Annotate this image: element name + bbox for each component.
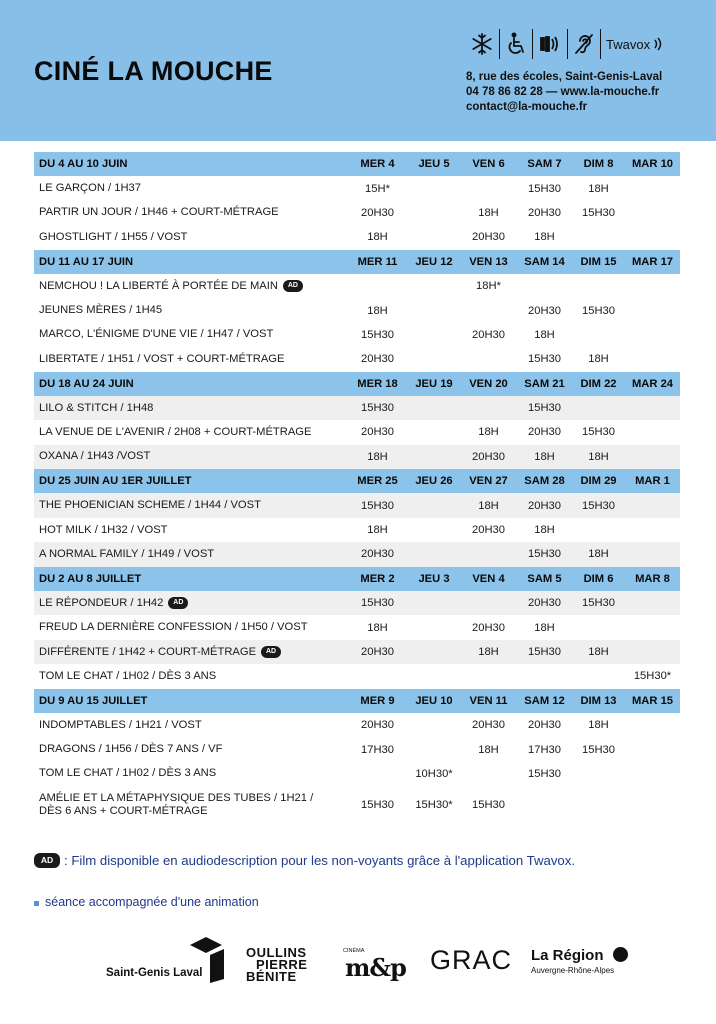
showtime-cell: 18H <box>572 713 625 737</box>
twavox-logo <box>601 29 670 59</box>
showtime-cell: 20H30 <box>347 713 408 737</box>
showtime-cell <box>572 225 625 249</box>
film-title: GHOSTLIGHT / 1H55 / VOST <box>39 230 188 243</box>
showtime-cell <box>572 323 625 347</box>
day-header: MAR 17 <box>625 250 680 274</box>
showtime-cell: 20H30 <box>460 225 517 249</box>
week-header-row <box>34 469 680 493</box>
film-title: LILO & STITCH / 1H48 <box>39 401 154 414</box>
showtime-cell <box>572 396 625 420</box>
week-label: DU 2 AU 8 JUILLET <box>34 567 347 591</box>
film-title-wrap <box>39 353 284 366</box>
showtime-cell: 15H30 <box>347 323 408 347</box>
film-row <box>34 176 680 200</box>
animation-legend <box>34 895 259 909</box>
day-header: DIM 29 <box>572 469 625 493</box>
day-header: MAR 8 <box>625 567 680 591</box>
showtime-cell: 18H <box>517 518 572 542</box>
film-cell <box>34 323 347 347</box>
film-row <box>34 542 680 566</box>
showtime-cell <box>625 420 680 444</box>
audio-description-icon <box>533 29 568 59</box>
week-label: DU 9 AU 15 JUILLET <box>34 689 347 713</box>
schedule-table <box>34 152 680 824</box>
showtime-cell: 18H <box>347 518 408 542</box>
showtime-cell: 18H <box>460 420 517 444</box>
film-cell <box>34 176 347 200</box>
film-title-wrap <box>39 646 281 659</box>
film-row <box>34 201 680 225</box>
day-header: DIM 13 <box>572 689 625 713</box>
film-row <box>34 493 680 517</box>
film-title: LE GARÇON / 1H37 <box>39 182 141 195</box>
film-row <box>34 640 680 664</box>
film-cell <box>34 518 347 542</box>
day-header: JEU 26 <box>408 469 460 493</box>
showtime-cell: 15H30 <box>572 420 625 444</box>
film-title: MARCO, L'ÉNIGME D'UNE VIE / 1H47 / VOST <box>39 328 274 341</box>
film-row <box>34 664 680 688</box>
film-cell <box>34 640 347 664</box>
film-row <box>34 786 680 824</box>
film-title: DIFFÉRENTE / 1H42 + COURT-MÉTRAGE <box>39 645 257 658</box>
region-sublabel: Auvergne-Rhône-Alpes <box>531 966 615 975</box>
film-cell <box>34 737 347 761</box>
film-title-wrap <box>39 548 214 561</box>
film-title-wrap <box>39 206 279 219</box>
film-title-wrap <box>39 499 261 512</box>
showtime-cell <box>572 518 625 542</box>
film-title-wrap <box>39 450 150 463</box>
film-title: THE PHOENICIAN SCHEME / 1H44 / VOST <box>39 499 261 512</box>
showtime-cell <box>408 518 460 542</box>
showtime-cell: 15H30 <box>347 786 408 824</box>
showtime-cell: 18H <box>572 176 625 200</box>
showtime-cell <box>408 493 460 517</box>
contact-block <box>466 70 662 115</box>
showtime-cell <box>625 298 680 322</box>
showtime-cell: 18H <box>460 493 517 517</box>
showtime-cell <box>625 274 680 298</box>
opb-line-3: BÉNITE <box>246 969 297 984</box>
showtime-cell <box>625 615 680 639</box>
film-title: PARTIR UN JOUR / 1H46 + COURT-MÉTRAGE <box>39 206 279 219</box>
film-cell <box>34 493 347 517</box>
day-header: MER 18 <box>347 372 408 396</box>
showtime-cell: 15H30 <box>517 396 572 420</box>
ad-badge-icon: AD <box>168 597 188 609</box>
showtime-cell <box>408 615 460 639</box>
opb-line-1: OULLINS <box>246 945 307 960</box>
showtime-cell <box>460 664 517 688</box>
showtime-cell: 18H* <box>460 274 517 298</box>
showtime-cell <box>625 640 680 664</box>
film-title: NEMCHOU ! LA LIBERTÉ À PORTÉE DE MAIN <box>39 279 278 292</box>
day-header: VEN 13 <box>460 250 517 274</box>
showtime-cell <box>408 225 460 249</box>
film-row <box>34 615 680 639</box>
showtime-cell: 15H30 <box>347 591 408 615</box>
showtime-cell: 18H <box>572 542 625 566</box>
showtime-cell <box>347 664 408 688</box>
showtime-cell: 20H30 <box>347 201 408 225</box>
film-title-wrap <box>39 524 168 537</box>
showtime-cell: 20H30 <box>517 591 572 615</box>
showtime-cell: 20H30 <box>517 420 572 444</box>
film-cell <box>34 591 347 615</box>
day-header: VEN 6 <box>460 152 517 176</box>
day-header: VEN 4 <box>460 567 517 591</box>
showtime-cell <box>625 591 680 615</box>
showtime-cell <box>460 542 517 566</box>
wheelchair-icon <box>500 29 533 59</box>
sgl-label: Saint-Genis Laval <box>106 967 203 979</box>
showtime-cell: 18H <box>517 615 572 639</box>
showtime-cell: 15H30 <box>517 347 572 371</box>
day-header: SAM 7 <box>517 152 572 176</box>
audio-description-legend <box>34 853 575 868</box>
cinema-title: CINÉ LA MOUCHE <box>34 56 273 86</box>
day-header: DIM 15 <box>572 250 625 274</box>
day-header: MAR 24 <box>625 372 680 396</box>
week-header-row <box>34 372 680 396</box>
showtime-cell <box>460 396 517 420</box>
showtime-cell: 20H30 <box>517 298 572 322</box>
showtime-cell <box>347 762 408 786</box>
showtime-cell <box>625 201 680 225</box>
film-title: A NORMAL FAMILY / 1H49 / VOST <box>39 547 215 560</box>
email: contact@la-mouche.fr <box>466 101 588 113</box>
film-row <box>34 347 680 371</box>
showtime-cell: 18H <box>460 737 517 761</box>
film-title-wrap <box>39 328 273 341</box>
film-title: LE RÉPONDEUR / 1H42 <box>39 596 164 609</box>
cinema-mp-logo <box>340 943 410 983</box>
week-label: DU 18 AU 24 JUIN <box>34 372 347 396</box>
film-title: LA VENUE DE L'AVENIR / 2H08 + COURT-MÉTRAGE <box>39 425 312 438</box>
film-row <box>34 420 680 444</box>
showtime-cell: 18H <box>517 225 572 249</box>
region-circle-icon <box>613 947 628 962</box>
showtime-cell <box>408 737 460 761</box>
showtime-cell <box>625 518 680 542</box>
showtime-cell: 15H30 <box>572 493 625 517</box>
day-header: SAM 21 <box>517 372 572 396</box>
showtime-cell: 18H <box>347 225 408 249</box>
film-cell <box>34 615 347 639</box>
day-header: JEU 3 <box>408 567 460 591</box>
region-label: La Région <box>531 947 604 964</box>
day-header: SAM 12 <box>517 689 572 713</box>
showtime-cell: 18H <box>517 445 572 469</box>
showtime-cell <box>572 615 625 639</box>
showtime-cell <box>517 664 572 688</box>
showtime-cell <box>625 323 680 347</box>
showtime-cell: 20H30 <box>517 201 572 225</box>
showtime-cell: 20H30 <box>347 347 408 371</box>
film-title: OXANA / 1H43 /VOST <box>39 450 151 463</box>
showtime-cell: 15H* <box>347 176 408 200</box>
day-header: DIM 22 <box>572 372 625 396</box>
saint-genis-laval-logo <box>106 935 228 995</box>
film-cell <box>34 786 347 824</box>
film-row <box>34 762 680 786</box>
film-title-wrap <box>39 280 303 293</box>
showtime-cell: 20H30 <box>460 445 517 469</box>
film-title: TOM LE CHAT / 1H02 / DÈS 3 ANS <box>39 767 217 780</box>
showtime-cell: 18H <box>347 298 408 322</box>
showtime-cell <box>408 640 460 664</box>
film-title-wrap <box>39 426 311 439</box>
showtime-cell: 17H30 <box>517 737 572 761</box>
film-row <box>34 323 680 347</box>
film-title-wrap <box>39 402 153 415</box>
opb-line-2: PIERRE <box>256 957 308 972</box>
film-title: JEUNES MÈRES / 1H45 <box>39 304 163 317</box>
day-header: DIM 8 <box>572 152 625 176</box>
day-header: JEU 10 <box>408 689 460 713</box>
showtime-cell <box>572 786 625 824</box>
showtime-cell <box>572 274 625 298</box>
showtime-cell <box>408 396 460 420</box>
showtime-cell: 20H30 <box>347 542 408 566</box>
film-title: AMÉLIE ET LA MÉTAPHYSIQUE DES TUBES / 1H21 / DÈS 6 ANS + COURT-MÉTRAGE <box>39 792 314 818</box>
day-header: MER 9 <box>347 689 408 713</box>
film-title-wrap <box>39 231 187 244</box>
phone-website: 04 78 86 82 28 — www.la-mouche.fr <box>466 86 660 98</box>
day-header: VEN 27 <box>460 469 517 493</box>
showtime-cell <box>625 493 680 517</box>
day-header: MER 25 <box>347 469 408 493</box>
ad-badge-icon: AD <box>283 280 303 292</box>
ad-badge-icon: AD <box>34 853 60 868</box>
film-row <box>34 737 680 761</box>
week-header-row <box>34 250 680 274</box>
showtime-cell <box>460 762 517 786</box>
showtime-cell: 17H30 <box>347 737 408 761</box>
day-header: JEU 5 <box>408 152 460 176</box>
day-header: VEN 20 <box>460 372 517 396</box>
film-cell <box>34 347 347 371</box>
day-header: MAR 15 <box>625 689 680 713</box>
showtime-cell: 20H30 <box>460 615 517 639</box>
day-header: MER 11 <box>347 250 408 274</box>
week-header-row <box>34 567 680 591</box>
film-cell <box>34 274 347 298</box>
film-title-wrap <box>39 767 216 780</box>
showtime-cell <box>408 591 460 615</box>
film-cell <box>34 542 347 566</box>
showtime-cell <box>408 274 460 298</box>
film-cell <box>34 445 347 469</box>
showtime-cell: 20H30 <box>517 493 572 517</box>
film-cell <box>34 664 347 688</box>
showtime-cell: 20H30 <box>460 518 517 542</box>
day-header: MER 4 <box>347 152 408 176</box>
animation-legend-text: séance accompagnée d'une animation <box>45 895 259 909</box>
film-title: TOM LE CHAT / 1H02 / DÈS 3 ANS <box>39 669 217 682</box>
ad-badge-icon: AD <box>261 646 281 658</box>
day-header: JEU 19 <box>408 372 460 396</box>
showtime-cell: 18H <box>572 347 625 371</box>
film-row <box>34 274 680 298</box>
header-band <box>0 0 716 141</box>
square-bullet-icon <box>34 901 39 906</box>
showtime-cell <box>460 176 517 200</box>
showtime-cell: 18H <box>460 201 517 225</box>
showtime-cell <box>408 176 460 200</box>
week-label: DU 25 JUIN AU 1ER JUILLET <box>34 469 347 493</box>
showtime-cell <box>572 664 625 688</box>
showtime-cell: 20H30 <box>460 323 517 347</box>
day-header: SAM 5 <box>517 567 572 591</box>
film-cell <box>34 298 347 322</box>
showtime-cell <box>460 591 517 615</box>
showtime-cell: 15H30 <box>517 176 572 200</box>
showtime-cell <box>625 347 680 371</box>
week-label: DU 4 AU 10 JUIN <box>34 152 347 176</box>
showtime-cell: 18H <box>347 615 408 639</box>
day-header: SAM 28 <box>517 469 572 493</box>
showtime-cell <box>408 542 460 566</box>
showtime-cell: 15H30 <box>460 786 517 824</box>
showtime-cell: 20H30 <box>517 713 572 737</box>
cinema-big-label: m&p <box>345 953 406 982</box>
showtime-cell: 18H <box>517 323 572 347</box>
film-title-wrap <box>39 792 339 818</box>
showtime-cell: 15H30* <box>625 664 680 688</box>
film-title: HOT MILK / 1H32 / VOST <box>39 523 168 536</box>
showtime-cell: 15H30* <box>408 786 460 824</box>
film-row <box>34 225 680 249</box>
showtime-cell: 15H30 <box>517 762 572 786</box>
showtime-cell: 15H30 <box>572 201 625 225</box>
film-title-wrap <box>39 597 188 610</box>
address: 8, rue des écoles, Saint-Genis-Laval <box>466 71 663 83</box>
day-header: MAR 10 <box>625 152 680 176</box>
film-title-wrap <box>39 670 216 683</box>
film-title: FREUD LA DERNIÈRE CONFESSION / 1H50 / VOST <box>39 621 308 634</box>
showtime-cell <box>625 176 680 200</box>
showtime-cell <box>625 542 680 566</box>
showtime-cell <box>408 298 460 322</box>
showtime-cell: 20H30 <box>460 713 517 737</box>
week-label: DU 11 AU 17 JUIN <box>34 250 347 274</box>
showtime-cell <box>572 762 625 786</box>
day-header: MAR 1 <box>625 469 680 493</box>
film-row <box>34 713 680 737</box>
day-header: DIM 6 <box>572 567 625 591</box>
film-row <box>34 518 680 542</box>
film-title: INDOMPTABLES / 1H21 / VOST <box>39 718 202 731</box>
region-logo <box>531 947 614 975</box>
film-cell <box>34 201 347 225</box>
showtime-cell: 18H <box>347 445 408 469</box>
showtime-cell: 20H30 <box>347 640 408 664</box>
twavox-label: Twavox <box>606 36 651 52</box>
hearing-icon <box>568 29 601 59</box>
day-header: VEN 11 <box>460 689 517 713</box>
showtime-cell <box>625 445 680 469</box>
day-header: SAM 14 <box>517 250 572 274</box>
showtime-cell: 15H30 <box>572 298 625 322</box>
snowflake-icon <box>465 29 500 59</box>
showtime-cell <box>460 347 517 371</box>
film-title-wrap <box>39 719 202 732</box>
film-title-wrap <box>39 743 222 756</box>
showtime-cell: 15H30 <box>347 493 408 517</box>
film-title-wrap <box>39 304 162 317</box>
showtime-cell <box>408 347 460 371</box>
showtime-cell: 15H30 <box>572 737 625 761</box>
film-title-wrap <box>39 182 141 195</box>
showtime-cell <box>408 445 460 469</box>
showtime-cell <box>408 713 460 737</box>
film-cell <box>34 396 347 420</box>
showtime-cell: 10H30* <box>408 762 460 786</box>
film-row <box>34 591 680 615</box>
ad-legend-text: : Film disponible en audiodescription pour les non-voyants grâce à l'application Twavox. <box>64 853 576 868</box>
cinema-small-label: CINÉMA <box>343 948 365 954</box>
showtime-cell: 15H30 <box>572 591 625 615</box>
day-header: JEU 12 <box>408 250 460 274</box>
showtime-cell <box>517 786 572 824</box>
partner-logos <box>0 935 716 1015</box>
showtime-cell: 20H30 <box>347 420 408 444</box>
film-cell <box>34 225 347 249</box>
showtime-cell: 18H <box>572 445 625 469</box>
week-header-row <box>34 152 680 176</box>
showtime-cell <box>408 201 460 225</box>
showtime-cell <box>625 396 680 420</box>
showtime-cell <box>347 274 408 298</box>
showtime-cell <box>408 664 460 688</box>
showtime-cell: 15H30 <box>347 396 408 420</box>
day-header: MER 2 <box>347 567 408 591</box>
film-title: DRAGONS / 1H56 / DÈS 7 ANS / VF <box>39 743 223 756</box>
showtime-cell: 18H <box>572 640 625 664</box>
showtime-cell <box>625 786 680 824</box>
showtime-cell <box>625 225 680 249</box>
oullins-pierre-benite-logo <box>246 947 307 983</box>
film-row <box>34 396 680 420</box>
showtime-cell: 15H30 <box>517 640 572 664</box>
showtime-cell <box>517 274 572 298</box>
showtime-cell: 18H <box>460 640 517 664</box>
week-header-row <box>34 689 680 713</box>
film-cell <box>34 420 347 444</box>
showtime-cell <box>625 762 680 786</box>
accessibility-icons <box>465 28 670 60</box>
showtime-cell: 15H30 <box>517 542 572 566</box>
showtime-cell <box>460 298 517 322</box>
film-title-wrap <box>39 621 308 634</box>
grac-logo: GRAC <box>430 945 513 975</box>
showtime-cell <box>408 420 460 444</box>
showtime-cell <box>625 713 680 737</box>
film-row <box>34 445 680 469</box>
film-cell <box>34 762 347 786</box>
film-row <box>34 298 680 322</box>
showtime-cell <box>625 737 680 761</box>
showtime-cell <box>408 323 460 347</box>
film-title: LIBERTATE / 1H51 / VOST + COURT-MÉTRAGE <box>39 352 285 365</box>
film-cell <box>34 713 347 737</box>
